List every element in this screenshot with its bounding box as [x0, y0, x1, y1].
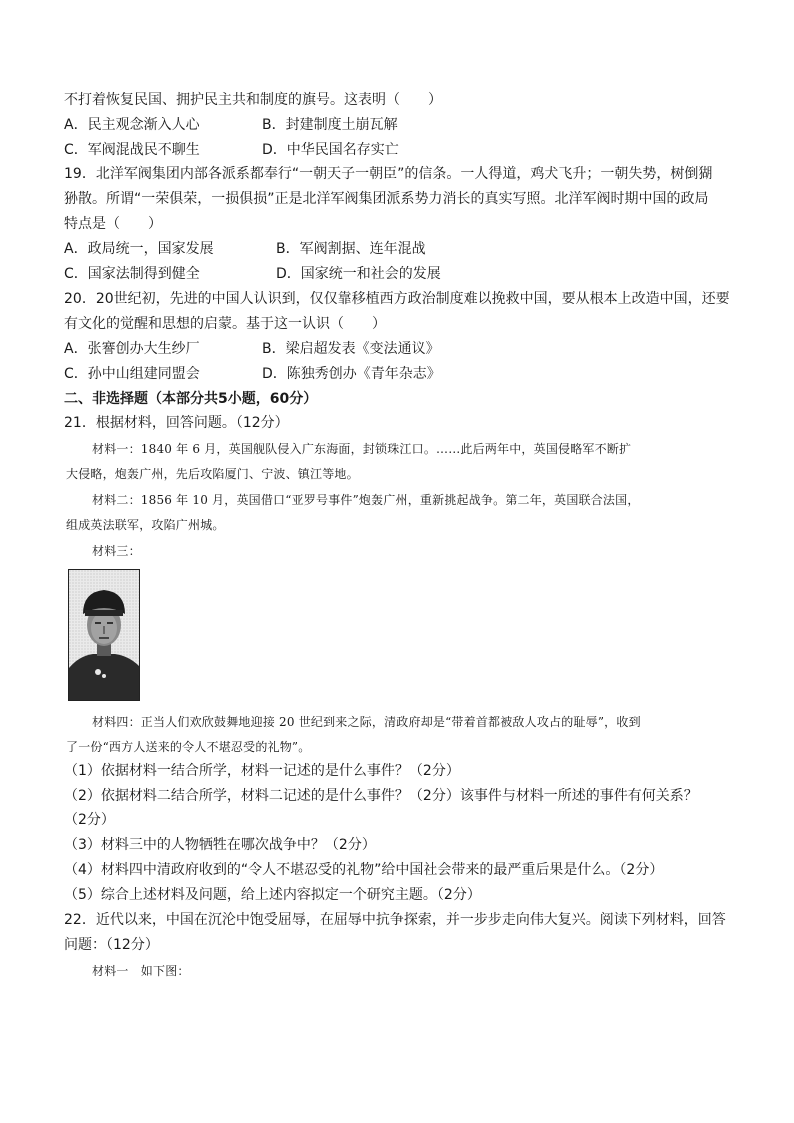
q21-sub5: （5）综合上述材料及问题，给上述内容拟定一个研究主题。（2分） [64, 887, 481, 903]
q21-stem: 21．根据材料，回答问题。（12分） [64, 415, 289, 431]
q21-sub2-line1: （2）依据材料二结合所学，材料二记述的是什么事件？（2分）该事件与材料一所述的事件有何关系？ [64, 788, 698, 804]
q19-option-c[interactable]: C．国家法制得到健全 [64, 266, 200, 282]
q20-option-d[interactable]: D．陈独秀创办《青年杂志》 [262, 366, 441, 382]
q18-option-b[interactable]: B．封建制度土崩瓦解 [262, 117, 398, 133]
q19-option-a[interactable]: A．政局统一，国家发展 [64, 241, 214, 257]
q20-option-a[interactable]: A．张謇创办大生纱厂 [64, 341, 200, 357]
q19-option-b[interactable]: B．军阀割据、连年混战 [276, 241, 426, 257]
q18-stem-tail: 不打着恢复民国、拥护民主共和制度的旗号。这表明（ ） [64, 92, 442, 108]
q19-option-d[interactable]: D．国家统一和社会的发展 [276, 266, 441, 282]
q21-sub3: （3）材料三中的人物牺牲在哪次战争中？（2分） [64, 837, 376, 853]
q22-material-1-label: 材料一 如下图： [92, 964, 190, 978]
q20-option-c[interactable]: C．孙中山组建同盟会 [64, 366, 200, 382]
q19-stem-line1: 19．北洋军阀集团内部各派系都奉行“一朝天子一朝臣”的信条。一人得道，鸡犬飞升；一朝失势，树倒猢 [64, 166, 713, 182]
q18-option-c[interactable]: C．军阀混战民不聊生 [64, 142, 200, 158]
q21-sub2-line2: （2分） [64, 812, 115, 828]
q21-material-1-line1: 材料一：1840 年 6 月，英国舰队侵入广东海面，封锁珠江口。……此后两年中，英国侵略军不断扩 [92, 442, 632, 456]
q20-stem-line1: 20．20世纪初，先进的中国人认识到，仅仅靠移植西方政治制度难以挽救中国，要从根本上改造中国，还要 [64, 291, 730, 307]
q21-material-4-line2: 了一份“西方人送来的令人不堪忍受的礼物”。 [66, 740, 311, 754]
q20-option-b[interactable]: B．梁启超发表《变法通议》 [262, 341, 440, 357]
q21-material-2-line2: 组成英法联军，攻陷广州城。 [66, 518, 225, 532]
q18-option-d[interactable]: D．中华民国名存实亡 [262, 142, 399, 158]
q21-material-4-line1: 材料四：正当人们欢欣鼓舞地迎接 20 世纪到来之际，清政府却是“带着首都被敌人攻占的耻辱”，收到 [92, 715, 641, 729]
q19-stem-line3: 特点是（ ） [64, 216, 162, 232]
q21-sub4: （4）材料四中清政府收到的“令人不堪忍受的礼物”给中国社会带来的最严重后果是什么。（2分） [64, 862, 664, 878]
portrait-image [69, 570, 139, 700]
q19-stem-line2: 狲散。所谓“一荣俱荣，一损俱损”正是北洋军阀集团派系势力消长的真实写照。北洋军阀时期中国的政局 [64, 191, 709, 207]
section-heading: 二、非选择题（本部分共5小题，60分） [64, 391, 318, 407]
q21-material-2-line1: 材料二：1856 年 10 月，英国借口“亚罗号事件”炮轰广州，重新挑起战争。第二年，英国联合法国， [92, 493, 640, 507]
q22-stem-line2: 问题：（12分） [64, 937, 159, 953]
q21-sub1: （1）依据材料一结合所学，材料一记述的是什么事件？（2分） [64, 763, 460, 779]
q22-stem-line1: 22．近代以来，中国在沉沦中饱受屈辱，在屈辱中抗争探索，并一步步走向伟大复兴。阅读下列材料，回答 [64, 912, 726, 928]
q20-stem-line2: 有文化的觉醒和思想的启蒙。基于这一认识（ ） [64, 316, 386, 332]
portrait-photo [68, 569, 140, 701]
q21-material-1-line2: 大侵略，炮轰广州，先后攻陷厦门、宁波、镇江等地。 [66, 467, 359, 481]
q21-material-3-label: 材料三： [92, 544, 141, 558]
q18-option-a[interactable]: A．民主观念渐入人心 [64, 117, 200, 133]
